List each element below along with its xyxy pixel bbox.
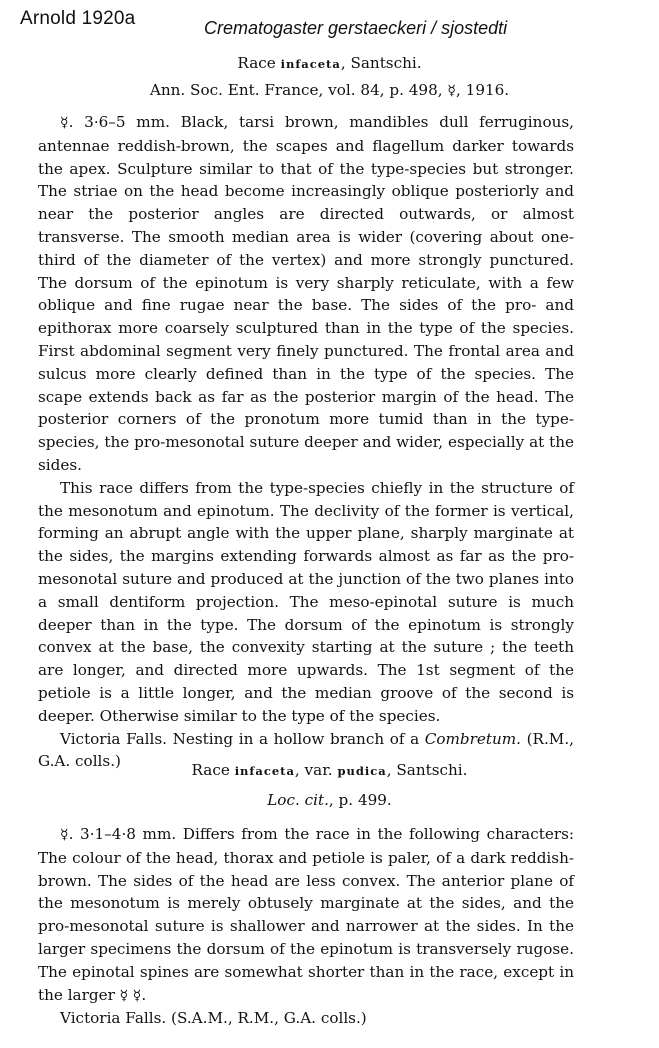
variety-author: , Santschi.	[386, 761, 468, 779]
paragraph-comparison: This race differs from the type-species chiefly in the structure of the mesonotum and epinotum. The declivity of the former is vertical, forming an abrupt angle with the upper plane, sharply marginate at the sides, the margins extending forwards almost as far as the pro-mesonotal suture and produced at the junction of the two planes into a small dentiform projection. The meso-epinotal suture is much deeper than in the type. The dorsum of the epinotum is strongly convex at the base, the convexity starting at the suture ; the teeth are longer, and directed more upwards. The 1st segment of the petiole is a little longer, and the median groove of the second is deeper. Otherwise similar to the type of the species.	[38, 478, 574, 725]
genus-name: Combretum.	[424, 729, 521, 748]
variety-citation	[0, 791, 659, 809]
paragraph-end: .	[141, 985, 147, 1004]
race-name: infaceta	[234, 764, 295, 778]
race-author: , Santschi.	[340, 54, 422, 72]
variety-description	[38, 823, 574, 1030]
citation-italic: Loc. cit.	[267, 791, 329, 809]
worker-symbols: ☿ ☿	[119, 987, 142, 1004]
paragraph-text: . 3·1–4·8 mm. Differs from the race in the following characters: The colour of the head, thorax and petiole is paler, of a dark reddish-brown. The sides of the head are less convex. The anterior plane of the mesonotum is merely obtusely marginate at the sides, and the pro-mesonotal suture is shallower and narrower at the sides. In the larger specimens the dorsum of the epinotum is transversely rugose. The epinotal spines are somewhat shorter than in the race, except in the larger	[38, 825, 574, 1004]
paragraph-text: . 3·6–5 mm. Black, tarsi brown, mandibles dull ferruginous, antennae reddish-brown, the scapes and flagellum darker towards the apex. Sculpture similar to that of the type-species but stronger. The striae on the head become increasingly oblique posteriorly and near the posterior angles are directed outwards, or almost transverse. The smooth median area is wider (covering about one-third of the diameter of the vertex) and more strongly punctured. The dorsum of the epinotum is very sharply reticulate, with a few oblique and fine rugae near the base. The sides of the pro- and epithorax more coarsely sculptured than in the type of the species. First abdominal segment very finely punctured. The frontal area and sulcus more clearly defined than in the type of the species. The scape extends back as far as the posterior margin of the head. The posterior corners of the pronotum more tumid than in the type-species, the pro-mesonotal suture deeper and wider, especially at the sides.	[38, 113, 574, 474]
citation-year: , 1916.	[456, 81, 510, 99]
race-word: Race	[191, 761, 230, 779]
reference-label: Arnold 1920a	[20, 8, 136, 29]
paragraph-locality: Victoria Falls. (S.A.M., R.M., G.A. colls.)	[60, 1009, 367, 1028]
worker-symbol: ☿	[447, 83, 456, 99]
variety-heading	[0, 761, 659, 779]
worker-symbol: ☿	[60, 827, 69, 843]
worker-symbol: ☿	[60, 115, 69, 131]
var-word: , var.	[294, 761, 333, 779]
species-title: Crematogaster gerstaeckeri / sjostedti	[204, 18, 508, 38]
citation-text: Ann. Soc. Ent. France, vol. 84, p. 498,	[149, 81, 443, 99]
paragraph-worker	[38, 823, 574, 1007]
citation-page: , p. 499.	[328, 791, 392, 809]
locality-text: Victoria Falls. Nesting in a hollow branch of a	[60, 729, 420, 748]
race-citation	[0, 81, 659, 99]
race-heading	[0, 54, 659, 72]
collections-text: (R.M., G.A. colls.)	[38, 729, 575, 771]
race-name: infaceta	[280, 57, 341, 71]
var-name: pudica	[337, 764, 387, 778]
paragraph-worker	[38, 111, 574, 477]
race-description	[38, 111, 574, 773]
race-word: Race	[237, 54, 276, 72]
